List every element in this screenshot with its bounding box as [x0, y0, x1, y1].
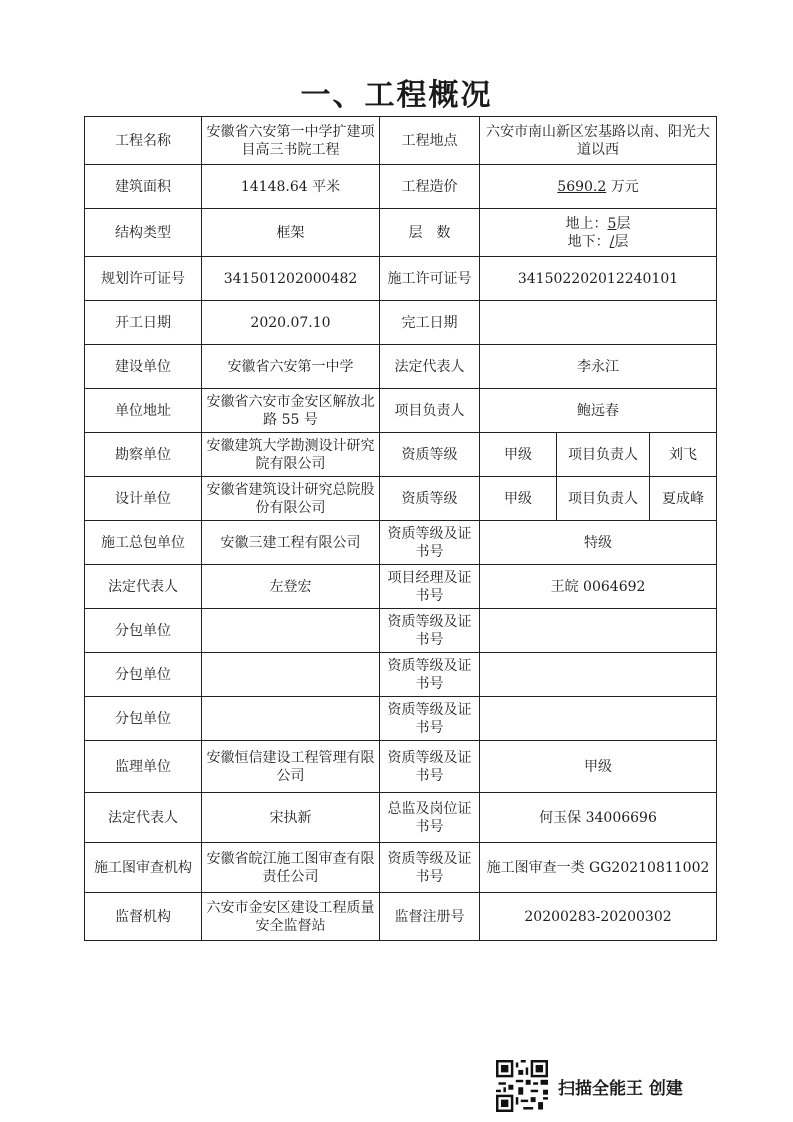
below-prefix: 地下：	[567, 233, 610, 250]
page-title: 一、工程概况	[300, 78, 493, 113]
value-cost	[480, 165, 717, 209]
value-monitor-agency: 六安市金安区建设工程质量安全监督站	[202, 893, 380, 941]
value-review-grade: 施工图审查一类 GG20210811002	[480, 843, 717, 893]
row-project-name	[85, 117, 717, 165]
above-suffix: 层	[616, 215, 631, 232]
label-contractor-grade: 资质等级及证书号	[380, 521, 480, 565]
label-design-unit: 设计单位	[85, 477, 202, 521]
label-contractor: 施工总包单位	[85, 521, 202, 565]
row-structure	[85, 209, 717, 257]
below-suffix: 层	[614, 233, 629, 250]
value-address: 安徽省六安市金安区解放北路 55 号	[202, 389, 380, 433]
label-end-date: 完工日期	[380, 301, 480, 345]
scanner-watermark	[496, 1060, 683, 1112]
value-monitor-reg: 20200283-20200302	[480, 893, 717, 941]
value-subcontractor	[202, 609, 380, 653]
label-address: 单位地址	[85, 389, 202, 433]
label-chief-supervisor: 总监及岗位证书号	[380, 793, 480, 843]
qr-code-icon	[496, 1060, 548, 1112]
label-project-manager: 项目经理及证书号	[380, 565, 480, 609]
value-legal-rep: 李永江	[480, 345, 717, 389]
row-dates	[85, 301, 717, 345]
value-subcontractor	[202, 653, 380, 697]
row-builder	[85, 345, 717, 389]
value-subcontractor	[202, 697, 380, 741]
row-address	[85, 389, 717, 433]
label-project-location: 工程地点	[380, 117, 480, 165]
value-end-date	[480, 301, 717, 345]
value-design-grade: 甲级	[480, 477, 557, 521]
value-contractor-grade: 特级	[480, 521, 717, 565]
row-subcontractor-2	[85, 653, 717, 697]
label-monitor-agency: 监督机构	[85, 893, 202, 941]
label-survey-lead: 项目负责人	[557, 433, 650, 477]
value-project-name: 安徽省六安第一中学扩建项目高三书院工程	[202, 117, 380, 165]
below-value: /	[609, 233, 615, 250]
label-design-grade: 资质等级	[380, 477, 480, 521]
value-chief-supervisor: 何玉保 34006696	[480, 793, 717, 843]
row-survey	[85, 433, 717, 477]
label-area: 建筑面积	[85, 165, 202, 209]
value-contractor-rep: 左登宏	[202, 565, 380, 609]
value-floors	[480, 209, 717, 257]
value-project-lead: 鲍远春	[480, 389, 717, 433]
label-survey-unit: 勘察单位	[85, 433, 202, 477]
scanner-app-text: 扫描全能王 创建	[558, 1078, 683, 1099]
label-supervisor: 监理单位	[85, 741, 202, 793]
label-subcontractor: 分包单位	[85, 609, 202, 653]
label-start-date: 开工日期	[85, 301, 202, 345]
label-subcontractor: 分包单位	[85, 653, 202, 697]
value-construction-permit: 341502202012240101	[480, 257, 717, 301]
row-monitor	[85, 893, 717, 941]
value-design-lead: 夏成峰	[650, 477, 717, 521]
label-subcontractor-grade: 资质等级及证书号	[380, 697, 480, 741]
row-supervisor	[85, 741, 717, 793]
label-floors: 层 数	[380, 209, 480, 257]
value-project-location: 六安市南山新区宏基路以南、阳光大道以西	[480, 117, 717, 165]
label-builder: 建设单位	[85, 345, 202, 389]
row-supervisor-rep	[85, 793, 717, 843]
value-contractor: 安徽三建工程有限公司	[202, 521, 380, 565]
label-monitor-reg: 监督注册号	[380, 893, 480, 941]
value-project-manager: 王皖 0064692	[480, 565, 717, 609]
label-review-grade: 资质等级及证书号	[380, 843, 480, 893]
value-survey-unit: 安徽建筑大学勘测设计研究院有限公司	[202, 433, 380, 477]
cost-amount: 5690.2	[557, 178, 607, 195]
label-cost: 工程造价	[380, 165, 480, 209]
row-contractor	[85, 521, 717, 565]
row-design	[85, 477, 717, 521]
row-contractor-rep	[85, 565, 717, 609]
label-project-name: 工程名称	[85, 117, 202, 165]
label-contractor-rep: 法定代表人	[85, 565, 202, 609]
label-subcontractor-grade: 资质等级及证书号	[380, 653, 480, 697]
row-area	[85, 165, 717, 209]
row-subcontractor-1	[85, 609, 717, 653]
label-legal-rep: 法定代表人	[380, 345, 480, 389]
value-planning-permit: 341501202000482	[202, 257, 380, 301]
row-permit	[85, 257, 717, 301]
value-review-agency: 安徽省皖江施工图审查有限责任公司	[202, 843, 380, 893]
value-subcontractor-grade	[480, 609, 717, 653]
value-supervisor: 安徽恒信建设工程管理有限公司	[202, 741, 380, 793]
label-subcontractor: 分包单位	[85, 697, 202, 741]
row-subcontractor-3	[85, 697, 717, 741]
label-planning-permit: 规划许可证号	[85, 257, 202, 301]
value-start-date: 2020.07.10	[202, 301, 380, 345]
above-prefix: 地上：	[565, 215, 608, 232]
value-builder: 安徽省六安第一中学	[202, 345, 380, 389]
value-survey-grade: 甲级	[480, 433, 557, 477]
label-design-lead: 项目负责人	[557, 477, 650, 521]
value-survey-lead: 刘飞	[650, 433, 717, 477]
floors-below	[484, 233, 712, 251]
cost-unit: 万元	[610, 178, 639, 195]
floors-above	[484, 215, 712, 233]
above-value: 5	[607, 215, 617, 232]
row-review	[85, 843, 717, 893]
value-supervisor-grade: 甲级	[480, 741, 717, 793]
label-survey-grade: 资质等级	[380, 433, 480, 477]
label-review-agency: 施工图审查机构	[85, 843, 202, 893]
value-subcontractor-grade	[480, 697, 717, 741]
value-subcontractor-grade	[480, 653, 717, 697]
value-structure: 框架	[202, 209, 380, 257]
label-supervisor-grade: 资质等级及证书号	[380, 741, 480, 793]
value-area: 14148.64 平米	[202, 165, 380, 209]
label-subcontractor-grade: 资质等级及证书号	[380, 609, 480, 653]
label-supervisor-rep: 法定代表人	[85, 793, 202, 843]
project-overview-table	[84, 116, 717, 941]
value-supervisor-rep: 宋执新	[202, 793, 380, 843]
label-project-lead: 项目负责人	[380, 389, 480, 433]
value-design-unit: 安徽省建筑设计研究总院股份有限公司	[202, 477, 380, 521]
label-construction-permit: 施工许可证号	[380, 257, 480, 301]
label-structure: 结构类型	[85, 209, 202, 257]
